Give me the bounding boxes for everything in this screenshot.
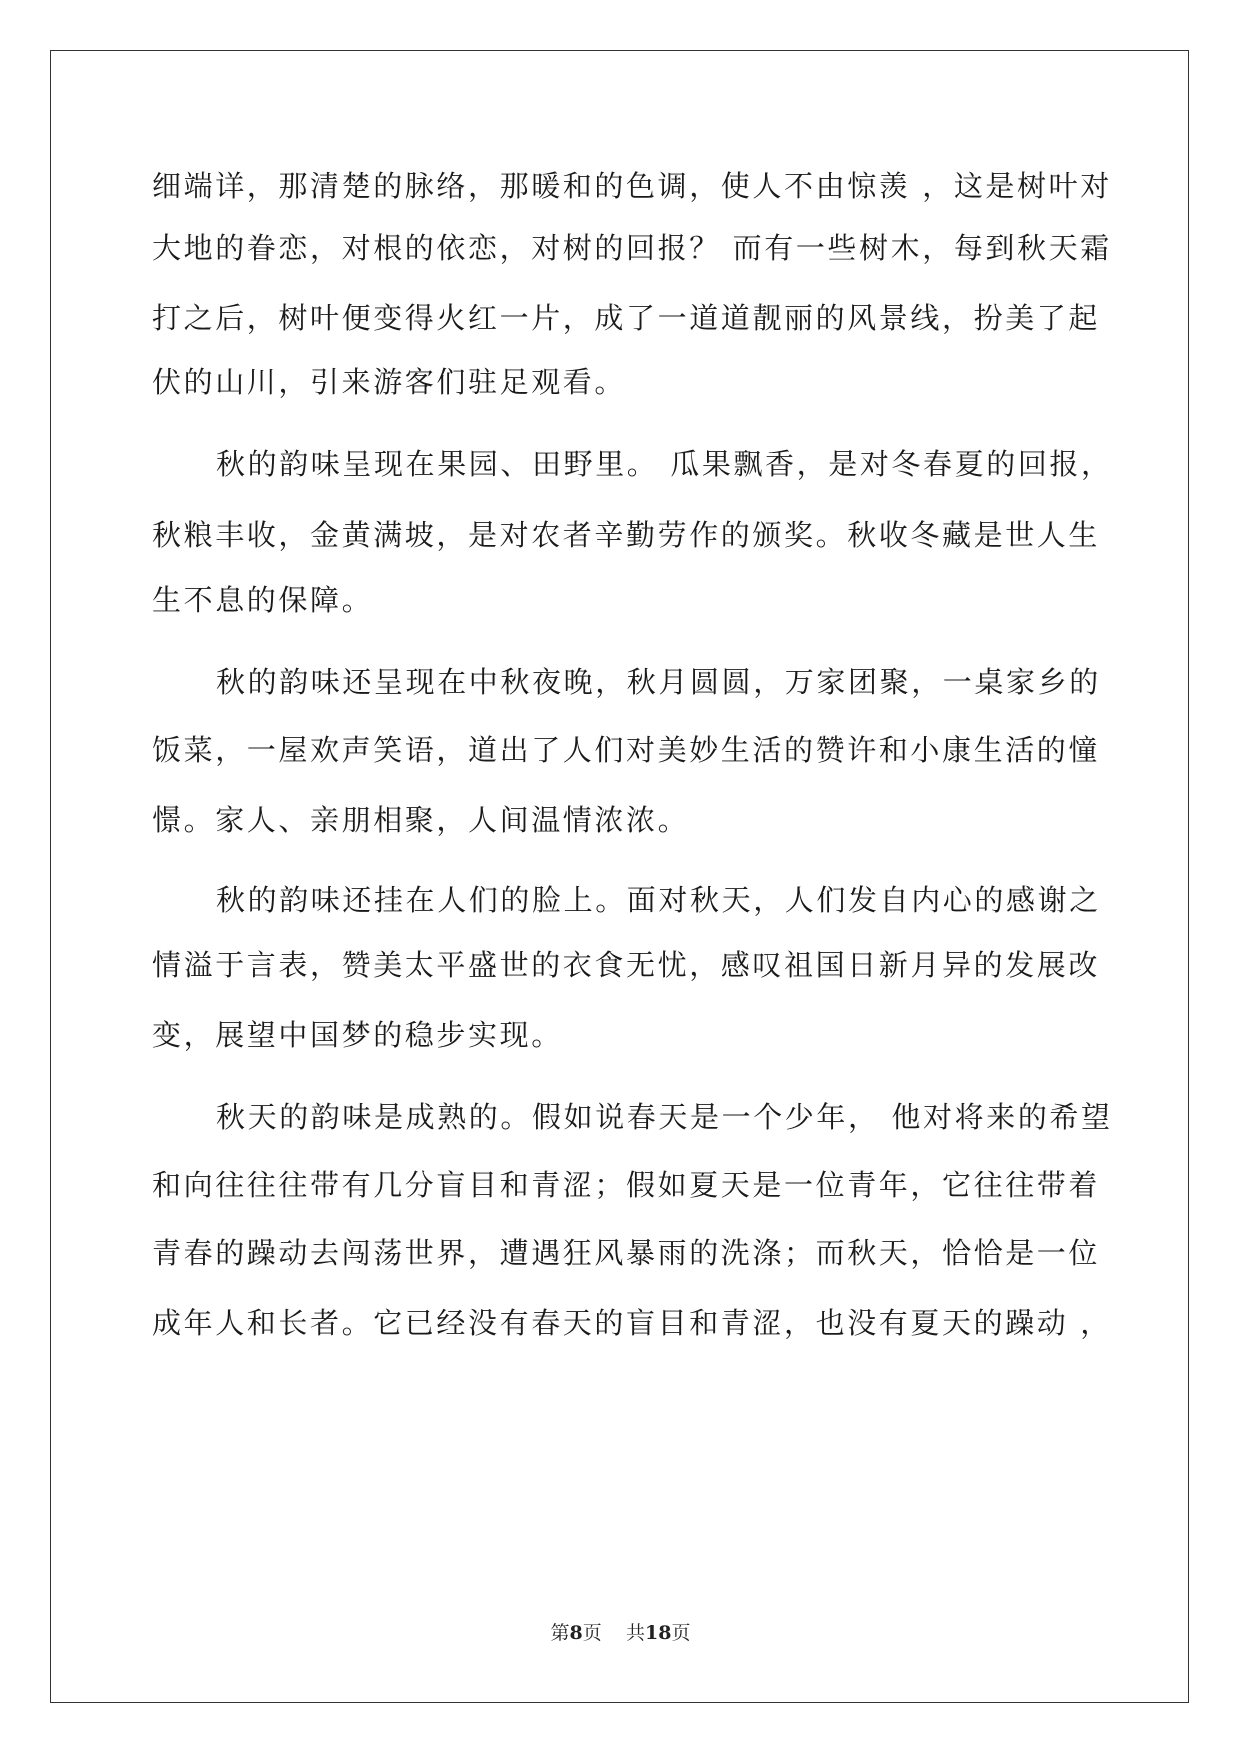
- text-line: 情溢于言表，赞美太平盛世的衣食无忧，感叹祖国日新月异的发展改: [152, 948, 1101, 982]
- text-line: 青春的躁动去闯荡世界，遭遇狂风暴雨的洗涤；而秋天，恰恰是一位: [152, 1236, 1101, 1270]
- text-line: 生不息的保障。: [152, 583, 374, 617]
- text-line: 憬。家人、亲朋相聚，人间温情浓浓。: [152, 803, 690, 837]
- page-label: 第: [550, 1622, 570, 1644]
- total-pages-number: 18: [644, 1622, 672, 1644]
- page-suffix: 页: [582, 1622, 602, 1644]
- text-line: 饭菜，一屋欢声笑语，道出了人们对美妙生活的赞许和小康生活的憧: [152, 733, 1101, 767]
- text-line: 秋粮丰收，金黄满坡，是对农者辛勤劳作的颁奖。秋收冬藏是世人生: [152, 518, 1101, 552]
- text-line: 细端详，那清楚的脉络，那暖和的色调，使人不由惊羡 ，这是树叶对: [152, 169, 1112, 203]
- text-line: 成年人和长者。它已经没有春天的盲目和青涩，也没有夏天的躁动 ，: [152, 1306, 1112, 1340]
- text-line: 变，展望中国梦的稳步实现。: [152, 1018, 563, 1052]
- text-line: 打之后，树叶便变得火红一片，成了一道道靓丽的风景线，扮美了起: [152, 301, 1101, 335]
- paragraph-first-line: 秋的韵味呈现在果园、田野里。 瓜果飘香，是对冬春夏的回报，: [216, 447, 1113, 481]
- text-line: 伏的山川，引来游客们驻足观看。: [152, 365, 627, 399]
- total-label: 共: [625, 1622, 645, 1644]
- current-page-number: 8: [569, 1622, 583, 1644]
- page-footer: [0, 1618, 1241, 1645]
- paragraph-first-line: 秋天的韵味是成熟的。假如说春天是一个少年， 他对将来的希望: [216, 1100, 1113, 1134]
- paragraph-first-line: 秋的韵味还呈现在中秋夜晚，秋月圆圆，万家团聚，一桌家乡的: [216, 665, 1101, 699]
- text-line: 大地的眷恋，对根的依恋，对树的回报？ 而有一些树木，每到秋天霜: [152, 231, 1112, 265]
- total-suffix: 页: [671, 1622, 691, 1644]
- text-line: 和向往往往带有几分盲目和青涩；假如夏天是一位青年，它往往带着: [152, 1168, 1101, 1202]
- paragraph-first-line: 秋的韵味还挂在人们的脸上。面对秋天，人们发自内心的感谢之: [216, 883, 1101, 917]
